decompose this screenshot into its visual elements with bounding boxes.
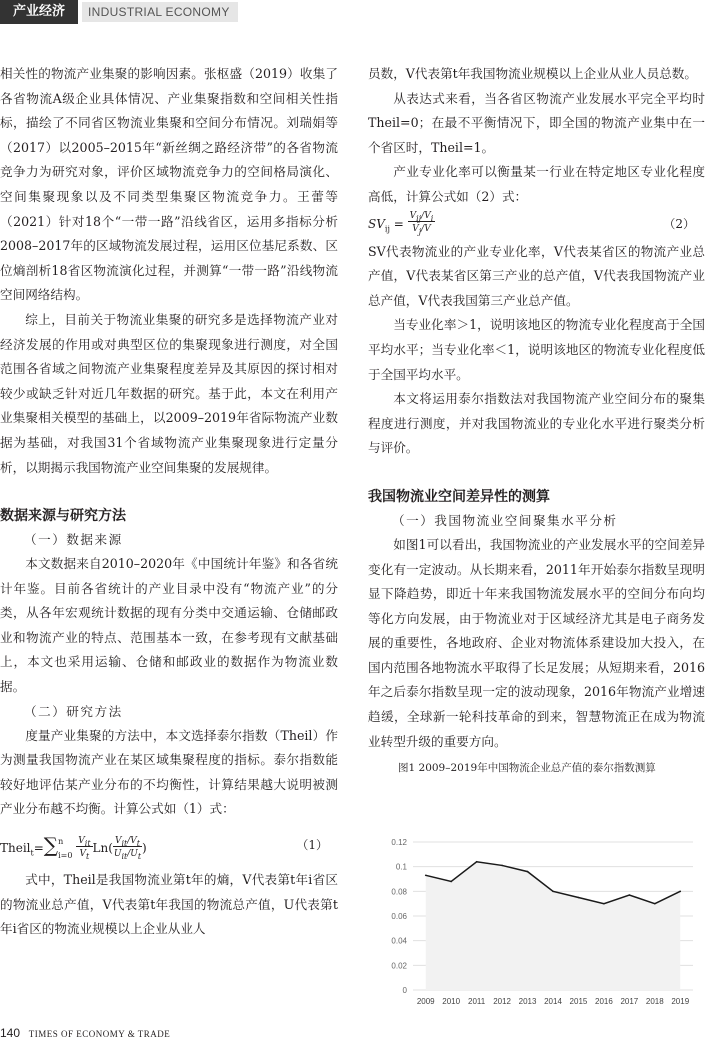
formula-2: $SV_{ij} = \frac{V_{ij}/V_i}{V_j/V}$ （2） <box>368 211 695 236</box>
paragraph: 本文数据来自2010–2020年《中国统计年鉴》和各省统计年鉴。目前各省统计的产业目录中没有“物流产业”的分类，从各年宏观统计数据的现有分类中交通运输、仓储邮政业和物流产业的特点、范围基本一致，在参考现有文献基础上，本文也采用运输、仓储和邮政业的数据作为物流业数据。 <box>0 556 338 695</box>
y-tick-label: 0.06 <box>391 912 407 921</box>
x-tick-label: 2013 <box>518 997 537 1006</box>
y-tick-label: 0.08 <box>391 887 407 897</box>
y-tick-label: 0.12 <box>391 838 407 847</box>
page-number: 140 <box>0 1026 21 1040</box>
x-tick-label: 2010 <box>442 997 461 1006</box>
subsection-heading: （一）数据来源 <box>24 532 123 548</box>
frac-num: V <box>78 835 85 846</box>
paragraph: 产业专业化率可以衡量某一行业在特定地区专业化程度高低，计算公式如（2）式： <box>368 164 705 204</box>
data-point <box>654 903 656 905</box>
x-tick-label: 2015 <box>569 997 588 1006</box>
y-tick-label: 0.02 <box>391 961 407 971</box>
x-tick-label: 2017 <box>620 997 639 1006</box>
formula-lhs: Theil <box>0 841 31 856</box>
data-point <box>679 891 681 893</box>
x-tick-label: 2011 <box>468 997 486 1006</box>
formula-number: （1） <box>296 838 328 853</box>
data-point <box>425 875 427 877</box>
right-column <box>368 62 705 776</box>
formula-lhs: SV <box>368 216 385 231</box>
data-point <box>501 865 503 867</box>
page-header <box>0 0 705 24</box>
section-heading: 数据来源与研究方法 <box>0 508 126 525</box>
y-tick-label: 0.04 <box>391 936 407 946</box>
page-footer <box>0 1026 170 1040</box>
left-column <box>0 62 338 942</box>
paragraph: 综上，目前关于物流业集聚的研究多是选择物流产业对经济发展的作用或对典型区位的集聚现象进行测度，对全国范围各省域之间物流产业集聚程度差异及其原因的探讨相对较少或缺乏针对近几年数据的研究。基于此，本文在利用产业集聚相关模型的基础上，以2009–2019年省际物流产业数据为基础，对我国31个省域物流产业集聚现象进行定量分析，以期揭示我国物流产业空间集聚的发展规律。 <box>0 311 338 475</box>
formula-number: （2） <box>663 216 695 231</box>
paragraph: SV代表物流业的产业专业化率，V代表某省区的物流产业总产值，V代表某省区第三产业的总产值，V代表我国物流产业总产值，V代表我国第三产业总产值。 <box>368 243 705 308</box>
formula-1: Theil$_t$=∑n $i=0 \frac{V_{it}}{V_t}Ln(\frac{V_{it}/V_t}{U_{it}/U_t})$ （1） <box>0 822 338 868</box>
subsection-heading: （二）研究方法 <box>24 703 123 719</box>
x-tick-label: 2009 <box>416 997 435 1006</box>
subsection-heading: （一）我国物流业空间聚集水平分析 <box>392 512 618 528</box>
paragraph: 相关性的物流产业集聚的影响因素。张枢盛（2019）收集了各省物流A级企业具体情况、产业集聚指数和空间相关性指标，描绘了不同省区物流业集聚和空间分布情况。刘瑞娟等（2017）以2005–2015年“新丝绸之路经济带”的各省物流竞争力为研究对象，评价区域物流竞争力的空间格局演化、空间集聚现象以及不同类型集聚区物流竞争力。王蕾等（2021）针对18个“一带一路”沿线省区，运用多指标分析2008–2017年的区域物流发展过程，运用区位基尼系数、区位熵剖析18省区物流演化过程，并测算“一带一路”沿线物流空间网络结构。 <box>0 66 338 303</box>
theil-index-chart <box>368 830 705 1010</box>
sum-lower: i=0 <box>58 850 73 860</box>
x-tick-label: 2018 <box>645 997 664 1006</box>
paragraph: 从表达式来看，当各省区物流产业发展水平完全平均时Theil=0；在最不平衡情况下，即全国的物流产业集中在一个省区时，Theil=1。 <box>368 90 705 155</box>
x-tick-label: 2019 <box>671 997 690 1006</box>
paragraph: 当专业化率＞1，说明该地区的物流专业化程度高于全国平均水平；当专业化率＜1，说明该地区的物流专业化程度低于全国平均水平。 <box>368 317 705 382</box>
sum-symbol: ∑ <box>43 833 59 858</box>
paragraph: 如图1可以看出，我国物流业的产业发展水平的空间差异变化有一定波动。从长期来看，2011年开始泰尔指数呈现明显下降趋势，即近十年来我国物流发展水平的空间分布向均等化方向发展，由于物流业对于区域经济尤其是电子商务发展的重要性，各地政府、企业对物流体系建设加大投入，在国内范围各地物流水平取得了长足发展；从短期来看，2016年之后泰尔指数呈现一定的波动现象，2016年物流产业增速趋缓，全球新一轮科技革命的到来，智慧物流正在成为物流业转型升级的重要方向。 <box>368 536 705 749</box>
sum-upper: n <box>58 836 64 846</box>
x-tick-label: 2014 <box>544 997 562 1006</box>
x-tick-label: 2016 <box>595 997 613 1006</box>
data-point <box>603 903 605 905</box>
frac-den: V <box>79 848 87 859</box>
section-heading: 我国物流业空间差异性的测算 <box>368 488 550 505</box>
data-point <box>578 897 580 899</box>
paragraph: 度量产业集聚的方法中，本文选择泰尔指数（Theil）作为测量我国物流产业在某区域集聚程度的指标。泰尔指数能较好地评估某产业分布的不均衡性，计算结果越大说明被测产业分布越不均衡。计算公式如（1）式： <box>0 727 338 817</box>
section-title-en: INDUSTRIAL ECONOMY <box>82 2 238 22</box>
data-point <box>552 891 554 893</box>
paragraph: 式中，Theil是我国物流业第t年的熵，V代表第t年i省区的物流业总产值，V代表第t年我国的物流总产值，U代表第t年i省区的物流业规模以上企业从业人 <box>0 872 338 937</box>
x-tick-label: 2012 <box>493 997 511 1006</box>
data-point <box>476 861 478 863</box>
magazine-name: TIMES OF ECONOMY & TRADE <box>28 1029 171 1039</box>
y-tick-label: 0 <box>402 986 407 995</box>
y-tick-label: 0.1 <box>395 862 407 872</box>
section-title-cn: 产业经济 <box>0 0 78 24</box>
paragraph: 员数，V代表第t年我国物流业规模以上企业从业人员总数。 <box>368 66 697 81</box>
paragraph: 本文将运用泰尔指数法对我国物流产业空间分布的聚集程度进行测度，并对我国物流业的专业化水平进行聚类分析与评价。 <box>368 391 705 456</box>
data-point <box>450 881 452 883</box>
figure-title: 图1 2009–2019年中国物流企业总产值的泰尔指数测算 <box>398 762 656 775</box>
data-point <box>629 894 631 896</box>
area-fill <box>426 862 681 990</box>
ln-label: Ln( <box>92 841 113 856</box>
data-point <box>527 871 529 873</box>
